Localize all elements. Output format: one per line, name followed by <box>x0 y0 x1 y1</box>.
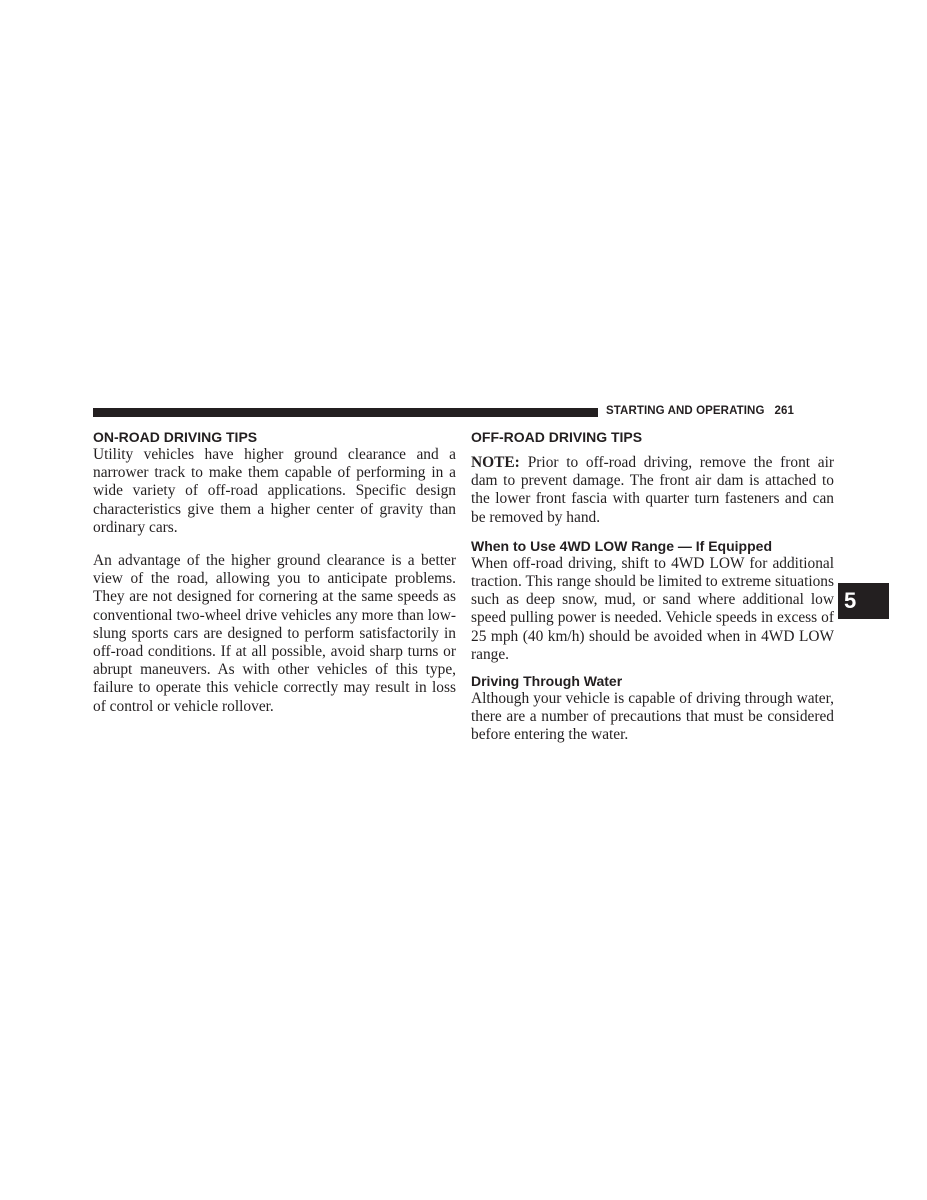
water-paragraph: Although your vehicle is capable of driving through water, there are a number of precautions that must be considered before entering the water. <box>471 690 834 744</box>
off-road-heading: OFF-ROAD DRIVING TIPS <box>471 429 643 445</box>
on-road-paragraph-2: An advantage of the higher ground clearance is a better view of the road, allowing you to anticipate problems. They are not designed for cornering at the same speeds as conventional two-wheel drive vehicles any more than low-slung sports cars are designed to perform satisfactorily in off-road conditions. If at all possible, avoid sharp turns or abrupt maneuvers. As with other vehicles of this type, failure to operate this vehicle correctly may result in loss of control or vehicle rollover. <box>93 552 456 715</box>
water-heading: Driving Through Water <box>471 673 623 690</box>
note-label: NOTE: <box>471 454 520 471</box>
header-rule <box>93 408 598 417</box>
on-road-paragraph-1: Utility vehicles have higher ground clearance and a narrower track to make them capable of performing in a wide variety of off-road applications. Specific design characteristics give them a higher center of gravity than ordinary cars. <box>93 446 456 536</box>
on-road-heading: ON-ROAD DRIVING TIPS <box>93 429 258 445</box>
4wd-low-paragraph: When off-road driving, shift to 4WD LOW for additional traction. This range should be limited to extreme situations such as deep snow, mud, or sand where additional low speed pulling power is needed. Vehicle speeds in excess of 25 mph (40 km/h) should be avoided when in 4WD LOW range. <box>471 554 834 663</box>
left-column <box>93 428 456 716</box>
chapter-tab: 5 <box>838 583 889 619</box>
note-paragraph <box>471 454 834 527</box>
right-column <box>471 428 834 745</box>
section-title: STARTING AND OPERATING <box>606 405 765 417</box>
running-header <box>606 405 794 417</box>
page-number: 261 <box>774 405 795 417</box>
4wd-low-heading: When to Use 4WD LOW Range — If Equipped <box>471 537 772 554</box>
note-text: Prior to off-road driving, remove the front air dam to prevent damage. The front air dam is attached to the lower front fascia with quarter turn fasteners and can be removed by hand. <box>471 454 834 526</box>
